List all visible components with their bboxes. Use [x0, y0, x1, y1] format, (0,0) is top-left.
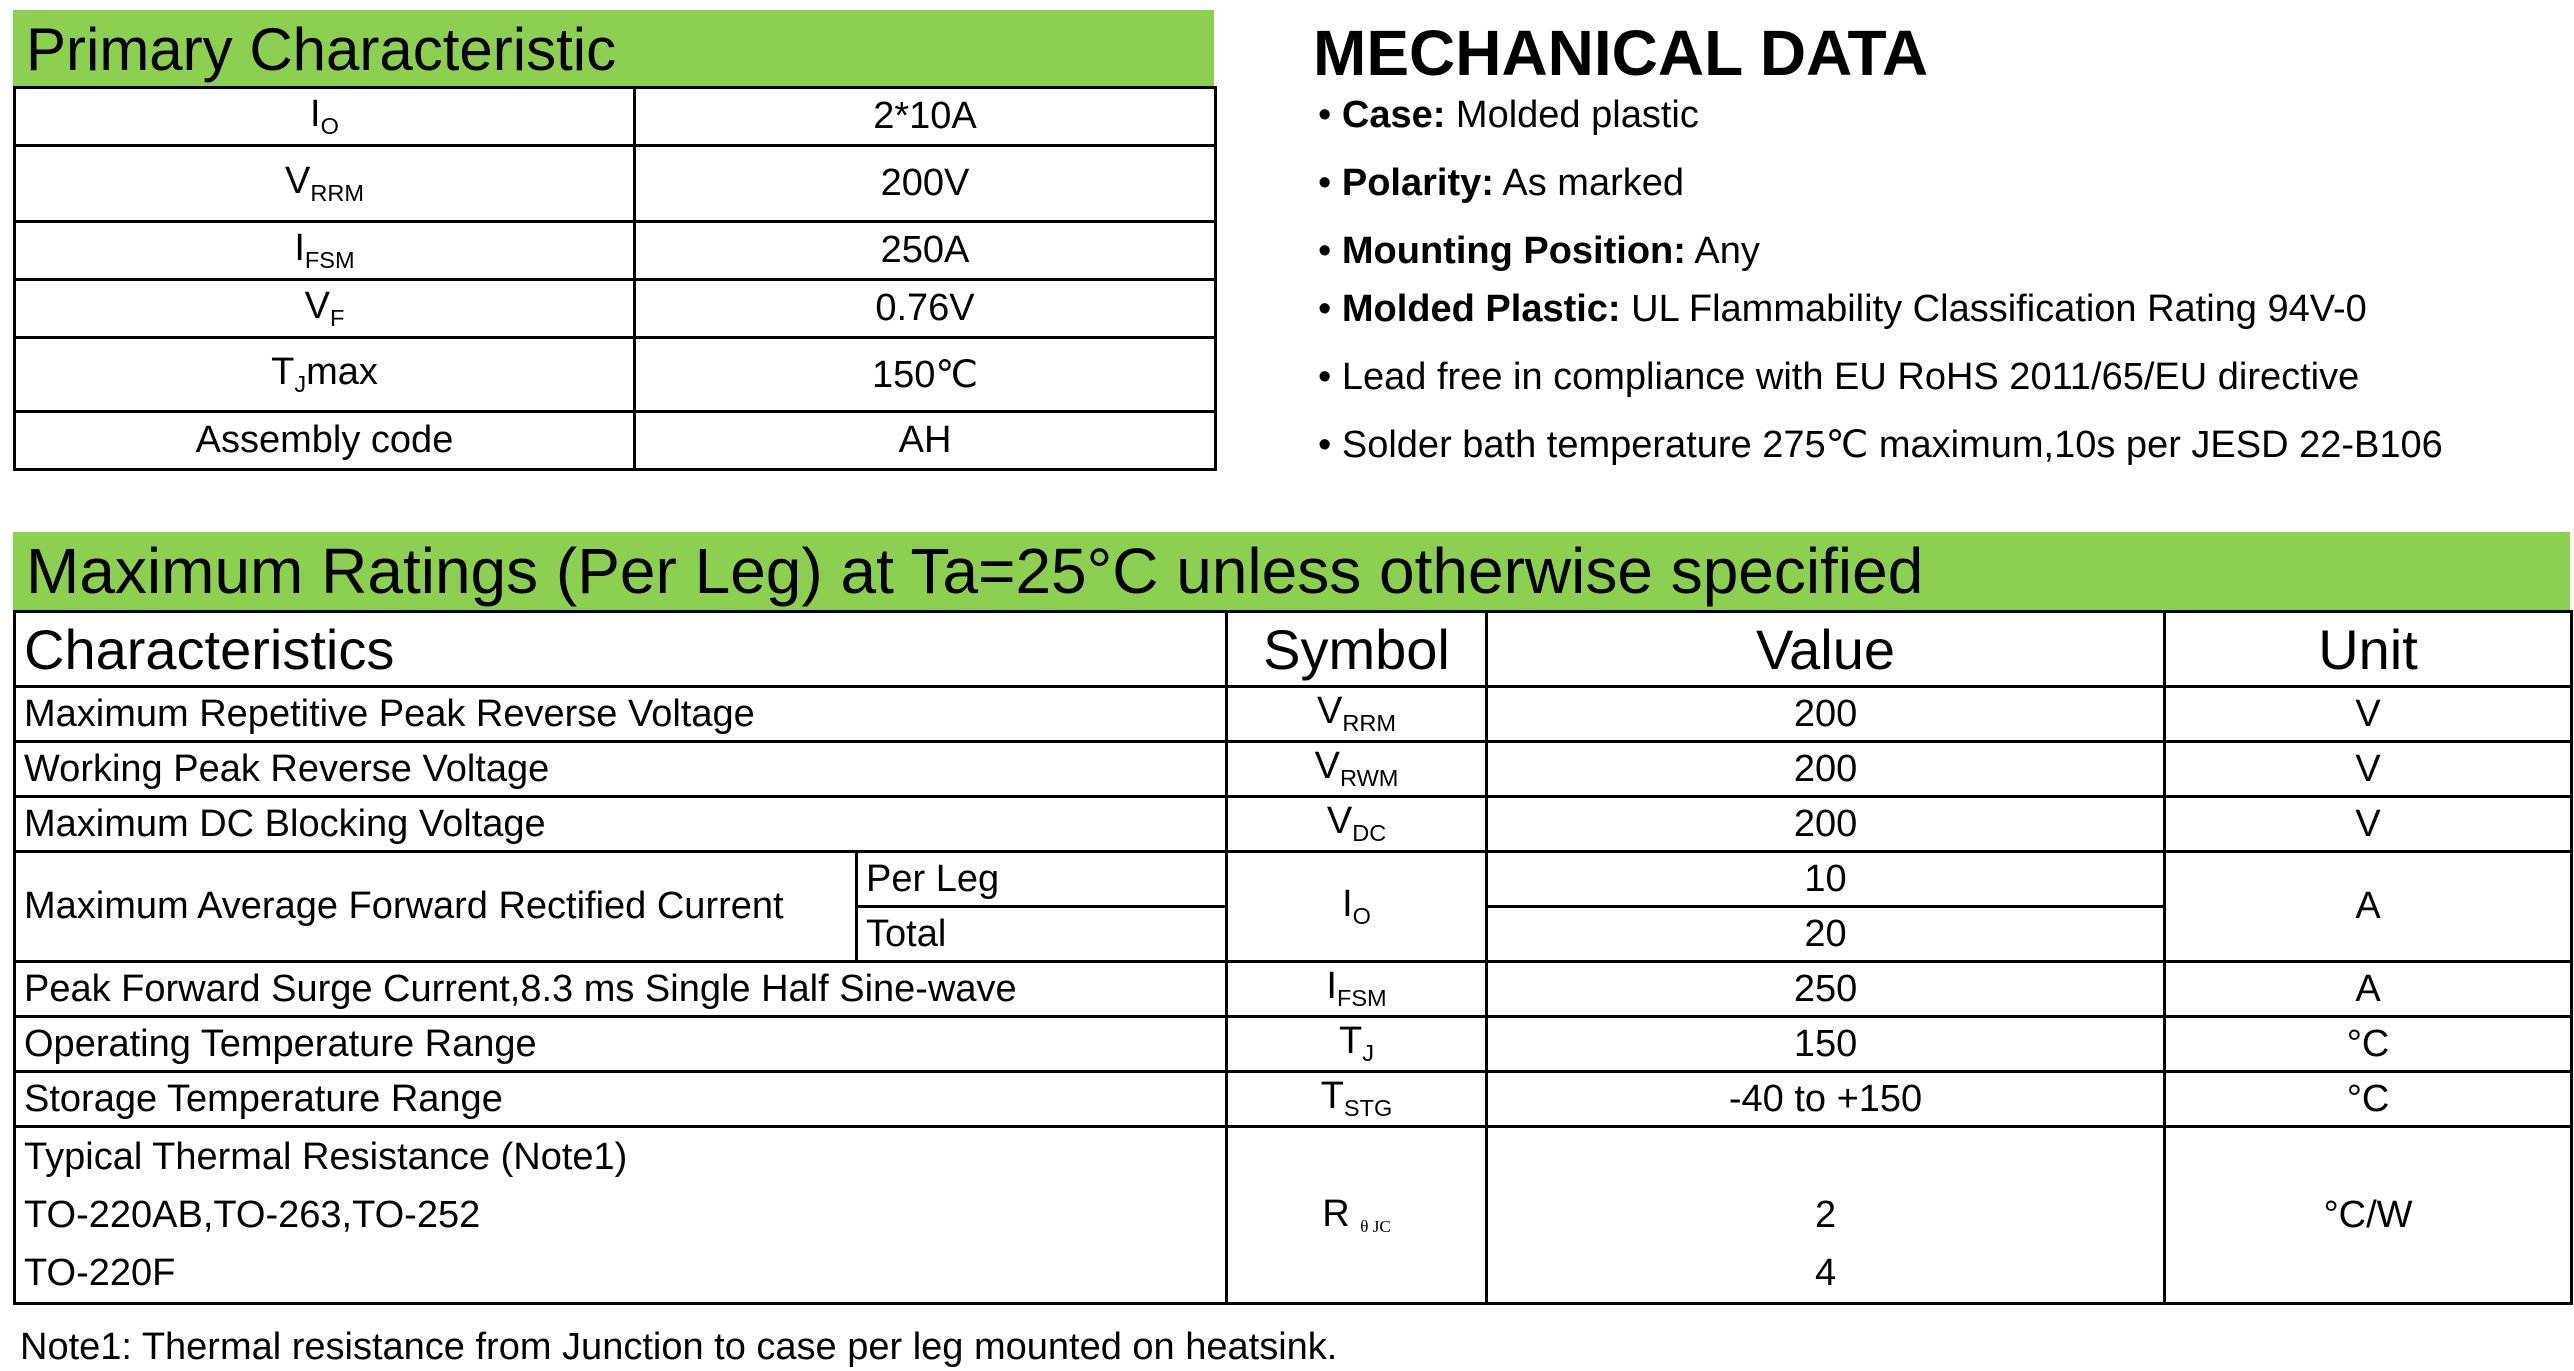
characteristic-cell: Operating Temperature Range: [15, 1017, 1227, 1072]
table-row: [15, 687, 2572, 742]
value-package-2: 4: [1814, 1252, 1837, 1294]
table-row: [15, 338, 1216, 412]
package-label-2: TO-220F: [24, 1252, 176, 1294]
value-cell: 200: [1487, 742, 2165, 797]
header-characteristics: Characteristics: [15, 612, 1227, 687]
symbol-cell: $V_{DC}$: [1227, 797, 1487, 852]
value-cell: 20: [1487, 907, 2165, 962]
table-row: [15, 222, 1216, 280]
unit-cell: V: [2165, 797, 2572, 852]
maximum-ratings-table: [13, 610, 2573, 1305]
table-row: [15, 1017, 2572, 1072]
value-cell: 150℃: [635, 338, 1216, 412]
sub-characteristic-cell: Per Leg: [857, 852, 1227, 907]
table-row: [15, 1127, 2572, 1304]
unit-cell: V: [2165, 742, 2572, 797]
header-unit: Unit: [2165, 612, 2572, 687]
table-row: [15, 280, 1216, 338]
mechanical-item-molded-plastic: • Molded Plastic: UL Flammability Classification Rating 94V-0: [1318, 288, 2367, 330]
symbol-cell: $T_{STG}$: [1227, 1072, 1487, 1127]
package-label-1: TO-220AB,TO-263,TO-252: [24, 1194, 481, 1236]
symbol-cell: Assembly code: [15, 412, 635, 470]
table-row: [15, 797, 2572, 852]
symbol-cell: $T_J$: [1227, 1017, 1487, 1072]
value-cell: 250A: [635, 222, 1216, 280]
header-value: Value: [1487, 612, 2165, 687]
primary-characteristic-title: Primary Characteristic: [26, 16, 617, 83]
value-cell: 10: [1487, 852, 2165, 907]
header-symbol: Symbol: [1227, 612, 1487, 687]
symbol-cell: $I_O$: [1227, 852, 1487, 962]
symbol-cell: $V_{RWM}$: [1227, 742, 1487, 797]
mechanical-item-case: • Case: Molded plastic: [1318, 94, 1699, 136]
unit-cell: °C: [2165, 1072, 2572, 1127]
mechanical-item-solder-bath: • Solder bath temperature 275℃ maximum,10s per JESD 22-B106: [1318, 424, 2443, 466]
mechanical-data-title: MECHANICAL DATA: [1313, 17, 1929, 89]
mechanical-item-polarity: • Polarity: As marked: [1318, 162, 1684, 204]
symbol-cell: $V_{RRM}$: [1227, 687, 1487, 742]
value-cell: 200V: [635, 146, 1216, 222]
characteristic-cell: Working Peak Reverse Voltage: [15, 742, 1227, 797]
value-cell: 200: [1487, 687, 2165, 742]
value-cell: -40 to +150: [1487, 1072, 2165, 1127]
symbol-cell: $I_{FSM}$: [15, 222, 635, 280]
value-cell: AH: [635, 412, 1216, 470]
table-row: [15, 412, 1216, 470]
value-cell: 0.76V: [635, 280, 1216, 338]
value-cell: 250: [1487, 962, 2165, 1017]
footnote: Note1: Thermal resistance from Junction to case per leg mounted on heatsink.: [20, 1326, 1338, 1368]
value-cell: 150: [1487, 1017, 2165, 1072]
characteristic-cell: [15, 1127, 1227, 1304]
unit-cell: A: [2165, 962, 2572, 1017]
characteristic-cell: Maximum DC Blocking Voltage: [15, 797, 1227, 852]
maximum-ratings-title: Maximum Ratings (Per Leg) at Ta=25°C unless otherwise specified: [26, 535, 1924, 607]
value-package-1: 2: [1814, 1194, 1837, 1236]
thermal-resistance-label: Typical Thermal Resistance (Note1): [24, 1136, 628, 1178]
mechanical-item-lead-free: • Lead free in compliance with EU RoHS 2011/65/EU directive: [1318, 356, 2360, 398]
table-row: [15, 88, 1216, 146]
table-row: [15, 852, 2572, 907]
characteristic-cell: Peak Forward Surge Current,8.3 ms Single Half Sine-wave: [15, 962, 1227, 1017]
table-row: [15, 962, 2572, 1017]
characteristic-cell: Storage Temperature Range: [15, 1072, 1227, 1127]
characteristic-cell: Maximum Repetitive Peak Reverse Voltage: [15, 687, 1227, 742]
symbol-cell: $V_F$: [15, 280, 635, 338]
unit-cell: V: [2165, 687, 2572, 742]
unit-cell: °C/W: [2165, 1127, 2572, 1304]
characteristic-cell: Maximum Average Forward Rectified Current: [15, 852, 857, 962]
table-header-row: [15, 612, 2572, 687]
symbol-cell: $I_O$: [15, 88, 635, 146]
unit-cell: A: [2165, 852, 2572, 962]
symbol-cell: $T_J\max$: [15, 338, 635, 412]
table-row: [15, 742, 2572, 797]
value-cell: 200: [1487, 797, 2165, 852]
table-row: [15, 1072, 2572, 1127]
symbol-cell: R θ JC: [1227, 1127, 1487, 1304]
unit-cell: °C: [2165, 1017, 2572, 1072]
primary-characteristic-table: [13, 86, 1217, 471]
value-cell: [1487, 1127, 2165, 1304]
sub-characteristic-cell: Total: [857, 907, 1227, 962]
symbol-cell: $V_{RRM}$: [15, 146, 635, 222]
value-cell: 2*10A: [635, 88, 1216, 146]
mechanical-item-mounting: • Mounting Position: Any: [1318, 230, 1760, 272]
symbol-cell: $I_{FSM}$: [1227, 962, 1487, 1017]
table-row: [15, 146, 1216, 222]
